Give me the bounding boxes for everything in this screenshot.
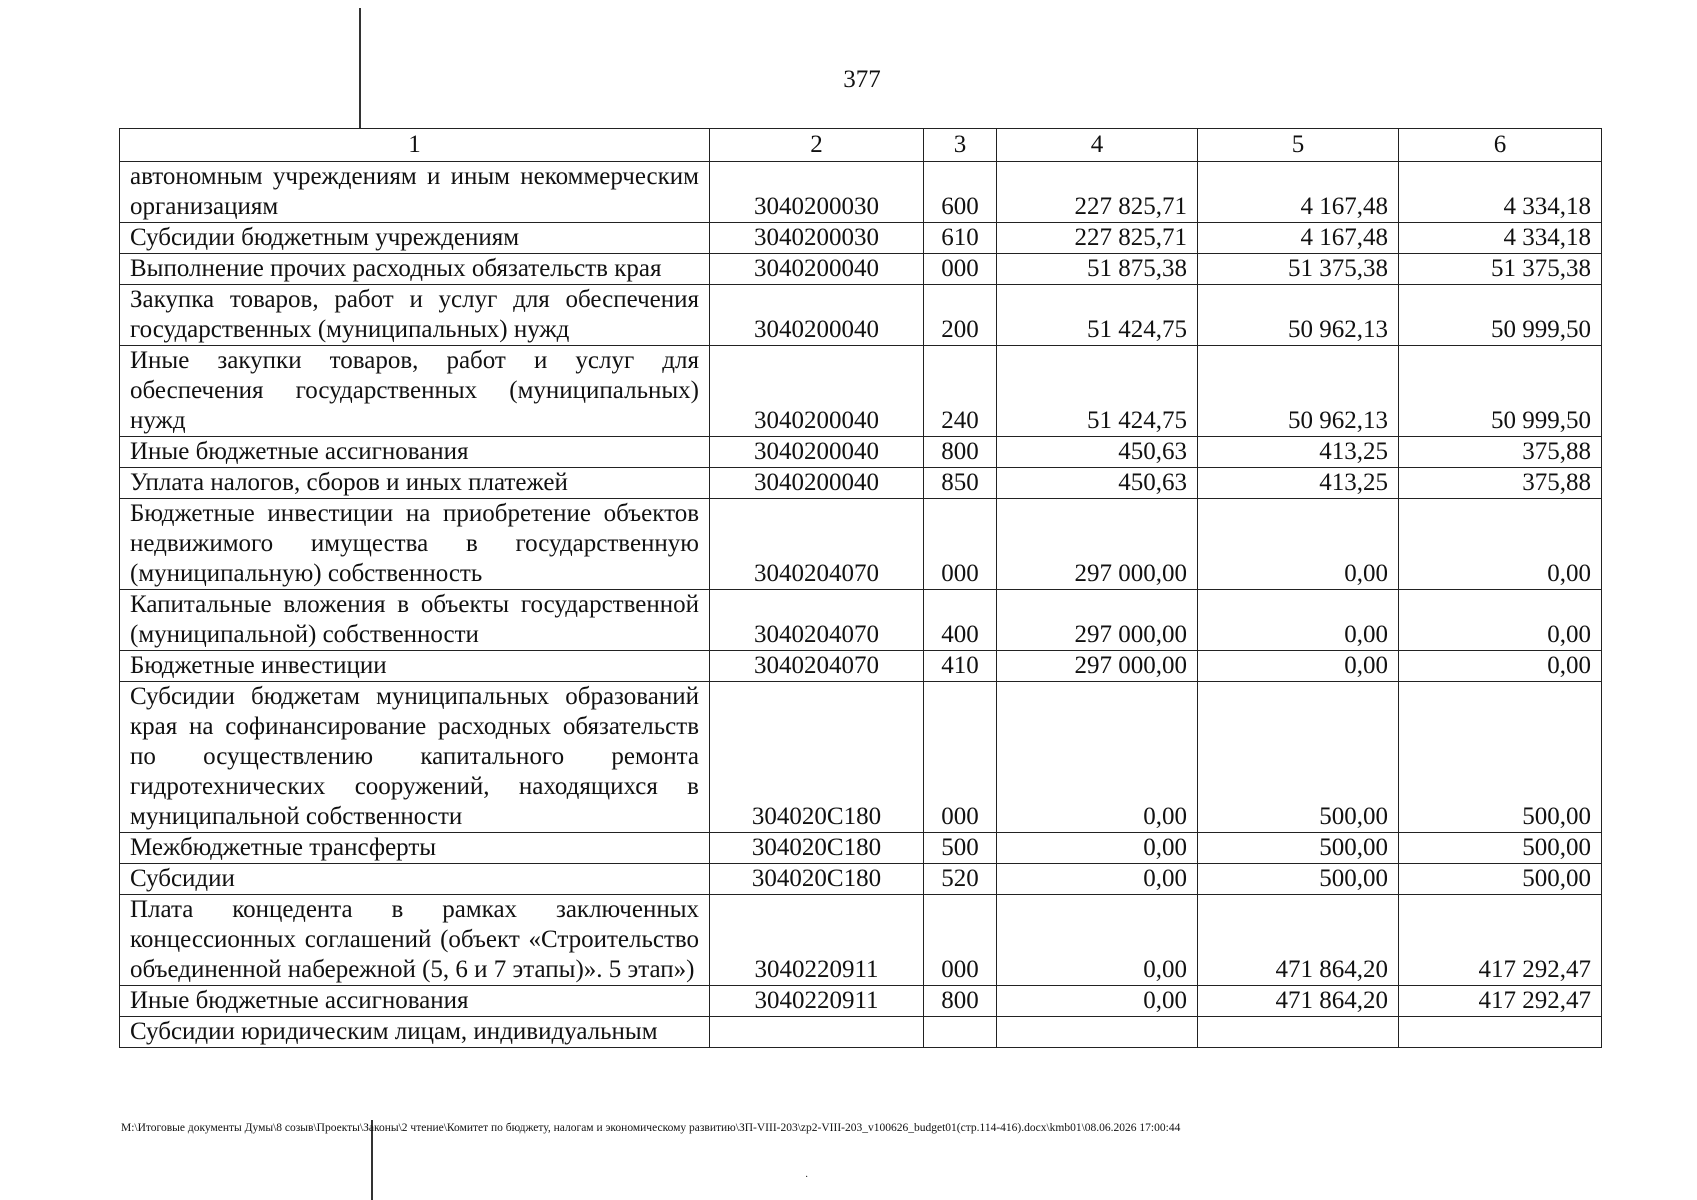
row-value-col6: 51 375,38 [1399,254,1602,285]
column-header: 1 [120,129,710,162]
scan-speck: · [805,1172,809,1183]
row-code-cell: 3040220911 [710,986,924,1017]
row-kvr-cell: 000 [924,682,997,833]
column-header: 3 [924,129,997,162]
table-row [120,682,1602,833]
row-value-col4: 51 424,75 [997,346,1198,437]
column-header: 6 [1399,129,1602,162]
column-header: 2 [710,129,924,162]
row-value-col6: 417 292,47 [1399,986,1602,1017]
row-kvr-cell: 000 [924,895,997,986]
row-value-col4: 297 000,00 [997,499,1198,590]
row-value-col6 [1399,1017,1602,1048]
row-kvr-cell: 000 [924,254,997,285]
row-value-col4: 0,00 [997,895,1198,986]
row-code-cell: 3040200040 [710,346,924,437]
row-name-cell: Бюджетные инвестиции на приобретение объектов недвижимого имущества в государственную (муниципальную) собственность [120,499,710,590]
table-row [120,1017,1602,1048]
row-value-col6: 0,00 [1399,651,1602,682]
table-row [120,833,1602,864]
row-name-cell: Иные бюджетные ассигнования [120,437,710,468]
column-header: 5 [1198,129,1399,162]
row-value-col5: 51 375,38 [1198,254,1399,285]
row-value-col6: 500,00 [1399,833,1602,864]
row-value-col5: 500,00 [1198,682,1399,833]
row-value-col6: 4 334,18 [1399,162,1602,223]
row-value-col5: 471 864,20 [1198,895,1399,986]
row-value-col5: 500,00 [1198,833,1399,864]
row-value-col5: 50 962,13 [1198,285,1399,346]
row-value-col4: 297 000,00 [997,651,1198,682]
row-code-cell: 304020С180 [710,833,924,864]
row-value-col4: 0,00 [997,833,1198,864]
row-code-cell: 3040200040 [710,285,924,346]
row-kvr-cell: 800 [924,986,997,1017]
table-row [120,864,1602,895]
row-value-col6: 375,88 [1399,468,1602,499]
row-code-cell: 3040200030 [710,223,924,254]
table-row [120,499,1602,590]
row-code-cell [710,1017,924,1048]
row-kvr-cell: 240 [924,346,997,437]
table-row [120,468,1602,499]
table-row [120,162,1602,223]
row-name-cell: Субсидии бюджетным учреждениям [120,223,710,254]
row-kvr-cell: 610 [924,223,997,254]
row-value-col6: 0,00 [1399,590,1602,651]
row-value-col6: 500,00 [1399,864,1602,895]
row-name-cell: Иные закупки товаров, работ и услуг для обеспечения государственных (муниципальных) нужд [120,346,710,437]
row-code-cell: 3040200040 [710,437,924,468]
budget-table [119,128,1602,1048]
table-row [120,346,1602,437]
table-row [120,437,1602,468]
row-value-col5: 4 167,48 [1198,223,1399,254]
row-kvr-cell: 000 [924,499,997,590]
row-value-col5: 0,00 [1198,499,1399,590]
row-value-col5: 413,25 [1198,437,1399,468]
page-number: 377 [843,66,881,93]
row-kvr-cell: 500 [924,833,997,864]
row-value-col5: 471 864,20 [1198,986,1399,1017]
row-value-col4: 450,63 [997,468,1198,499]
table-row [120,223,1602,254]
row-value-col4: 0,00 [997,682,1198,833]
row-kvr-cell: 600 [924,162,997,223]
row-value-col5: 50 962,13 [1198,346,1399,437]
table-row [120,590,1602,651]
row-name-cell: Закупка товаров, работ и услуг для обеспечения государственных (муниципальных) нужд [120,285,710,346]
row-code-cell: 304020С180 [710,682,924,833]
table-row [120,986,1602,1017]
row-name-cell: Выполнение прочих расходных обязательств края [120,254,710,285]
row-value-col5: 0,00 [1198,651,1399,682]
row-value-col6: 417 292,47 [1399,895,1602,986]
row-name-cell: Субсидии [120,864,710,895]
row-value-col6: 375,88 [1399,437,1602,468]
row-name-cell: Уплата налогов, сборов и иных платежей [120,468,710,499]
column-header: 4 [997,129,1198,162]
row-value-col4: 51 424,75 [997,285,1198,346]
row-value-col6: 500,00 [1399,682,1602,833]
row-name-cell: Субсидии юридическим лицам, индивидуальным [120,1017,710,1048]
row-kvr-cell: 400 [924,590,997,651]
row-kvr-cell: 410 [924,651,997,682]
row-kvr-cell: 850 [924,468,997,499]
row-name-cell: автономным учреждениям и иным некоммерческим организациям [120,162,710,223]
row-name-cell: Капитальные вложения в объекты государственной (муниципальной) собственности [120,590,710,651]
row-value-col6: 4 334,18 [1399,223,1602,254]
row-kvr-cell: 800 [924,437,997,468]
row-value-col4: 227 825,71 [997,162,1198,223]
row-code-cell: 3040200030 [710,162,924,223]
row-name-cell: Иные бюджетные ассигнования [120,986,710,1017]
row-value-col5: 500,00 [1198,864,1399,895]
table-row [120,285,1602,346]
row-value-col5: 4 167,48 [1198,162,1399,223]
table-row [120,895,1602,986]
row-kvr-cell [924,1017,997,1048]
table-header-row [120,129,1602,162]
table-row [120,254,1602,285]
row-code-cell: 3040204070 [710,499,924,590]
row-code-cell: 3040220911 [710,895,924,986]
row-value-col4: 0,00 [997,986,1198,1017]
row-code-cell: 3040200040 [710,254,924,285]
row-value-col6: 0,00 [1399,499,1602,590]
row-value-col4: 297 000,00 [997,590,1198,651]
row-name-cell: Бюджетные инвестиции [120,651,710,682]
row-value-col4: 450,63 [997,437,1198,468]
row-code-cell: 3040204070 [710,590,924,651]
row-code-cell: 3040200040 [710,468,924,499]
row-name-cell: Плата концедента в рамках заключенных концессионных соглашений (объект «Строительство объединенной набережной (5, 6 и 7 этапы)». 5 этап») [120,895,710,986]
row-value-col6: 50 999,50 [1399,346,1602,437]
row-name-cell: Межбюджетные трансферты [120,833,710,864]
row-kvr-cell: 200 [924,285,997,346]
row-value-col5 [1198,1017,1399,1048]
row-value-col5: 413,25 [1198,468,1399,499]
table-row [120,651,1602,682]
row-kvr-cell: 520 [924,864,997,895]
row-name-cell: Субсидии бюджетам муниципальных образований края на софинансирование расходных обязательств по осуществлению капитального ремонта гидротехнических сооружений, находящихся в муниципальной собственности [120,682,710,833]
row-value-col6: 50 999,50 [1399,285,1602,346]
row-code-cell: 304020С180 [710,864,924,895]
row-code-cell: 3040204070 [710,651,924,682]
row-value-col4: 0,00 [997,864,1198,895]
row-value-col5: 0,00 [1198,590,1399,651]
row-value-col4: 227 825,71 [997,223,1198,254]
row-value-col4: 51 875,38 [997,254,1198,285]
row-value-col4 [997,1017,1198,1048]
document-path-footer: М:\Итоговые документы Думы\8 созыв\Проекты\Законы\2 чтение\Комитет по бюджету, налогам и экономическому развитию\ЗП-VIII-203\zp2-VIII-203_v100626_budget01(стр.114-416).docx\kmb01\08.06.2026 17:00:44 [121,1122,1181,1134]
